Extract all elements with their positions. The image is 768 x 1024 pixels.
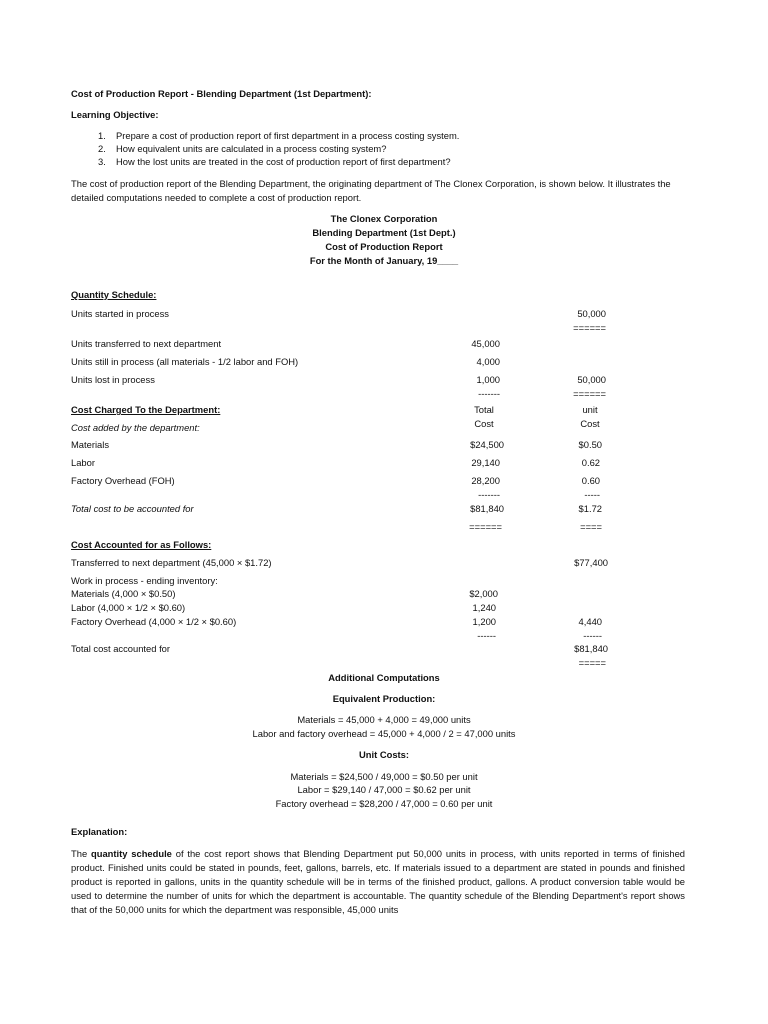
wip-foh-label: Factory Overhead (4,000 × 1/2 × $0.60)	[71, 616, 237, 627]
equiv-materials-formula: Materials = 45,000 + 4,000 = 49,000 units	[297, 714, 471, 725]
unit-costs-title: Unit Costs:	[359, 749, 409, 760]
materials-unit-cost: $0.50	[578, 439, 602, 450]
wip-label: Work in process - ending inventory:	[71, 575, 218, 586]
labor-label: Labor	[71, 457, 95, 468]
objective-text: Prepare a cost of production report of first department in a process costing system.	[116, 130, 460, 141]
additional-title: Additional Computations	[328, 672, 440, 683]
wip-materials-value: $2,000	[469, 588, 498, 599]
intro-paragraph: The cost of production report of the Blending Department, the originating department of The Clonex Corporation, is shown below. It illustrates the detailed computations needed to complete a cost of production report.	[71, 178, 671, 203]
double-rule: ======	[573, 388, 606, 399]
department-name: Blending Department (1st Dept.)	[312, 227, 456, 238]
units-started-total: 50,000	[577, 308, 606, 319]
wip-labor-label: Labor (4,000 × 1/2 × $0.60)	[71, 602, 186, 613]
equivalent-production-title: Equivalent Production:	[332, 693, 436, 704]
wip-foh-value: 1,200	[472, 616, 496, 627]
col-header-unit: unit	[582, 404, 598, 415]
learning-objective-label: Learning Objective:	[71, 109, 159, 120]
objective-number: 1.	[98, 130, 106, 141]
objective-number: 3.	[98, 156, 106, 167]
col-header-total-cost: Cost	[474, 418, 494, 429]
cost-charged-title: Cost Charged To the Department:	[71, 404, 221, 415]
total-to-account-label: Total cost to be accounted for	[71, 503, 194, 514]
foh-label: Factory Overhead (FOH)	[71, 475, 175, 486]
objective-text: How the lost units are treated in the cost of production report of first department?	[116, 156, 451, 167]
wip-total-value: 4,440	[578, 616, 602, 627]
units-started-label: Units started in process	[71, 308, 169, 319]
cost-added-label: Cost added by the department:	[71, 422, 200, 433]
company-name: The Clonex Corporation	[330, 213, 438, 224]
double-rule: ====	[580, 521, 602, 532]
objective-text: How equivalent units are calculated in a process costing system?	[116, 143, 387, 154]
grand-unit-cost: $1.72	[578, 503, 602, 514]
col-header-total: Total	[474, 404, 494, 415]
unit-labor-formula: Labor = $29,140 / 47,000 = $0.62 per unit	[297, 784, 471, 795]
units-transferred-label: Units transferred to next department	[71, 338, 222, 349]
transferred-value: $77,400	[574, 557, 608, 568]
explanation-paragraph	[71, 847, 685, 917]
grand-total-cost: $81,840	[470, 503, 504, 514]
materials-label: Materials	[71, 439, 110, 450]
explanation-lead: The	[71, 848, 91, 859]
total-accounted-value: $81,840	[574, 643, 608, 654]
foh-unit-cost: 0.60	[581, 475, 600, 486]
double-rule: ======	[573, 322, 606, 333]
total-accounted-label: Total cost accounted for	[71, 643, 171, 654]
document-heading: Cost of Production Report - Blending Department (1st Department):	[71, 88, 372, 99]
labor-unit-cost: 0.62	[581, 457, 600, 468]
labor-total-cost: 29,140	[471, 457, 500, 468]
units-in-process-value: 4,000	[476, 356, 500, 367]
single-rule: -------	[478, 489, 500, 500]
units-lost-value: 1,000	[476, 374, 500, 385]
single-rule: -------	[478, 388, 500, 399]
materials-total-cost: $24,500	[470, 439, 504, 450]
objective-number: 2.	[98, 143, 106, 154]
col-header-unit-cost: Cost	[580, 418, 600, 429]
quantity-schedule-title: Quantity Schedule:	[71, 289, 157, 300]
units-in-process-label: Units still in process (all materials - 1/2 labor and FOH)	[71, 356, 299, 367]
single-rule: ------	[477, 630, 496, 641]
report-title: Cost of Production Report	[325, 241, 443, 252]
transferred-label: Transferred to next department (45,000 × $1.72)	[71, 557, 272, 568]
quantity-schedule-term: quantity schedule	[90, 848, 172, 859]
explanation-label: Explanation:	[71, 826, 128, 837]
single-rule: -----	[584, 489, 600, 500]
wip-materials-label: Materials (4,000 × $0.50)	[71, 588, 176, 599]
units-lost-label: Units lost in process	[71, 374, 155, 385]
report-period: For the Month of January, 19____	[309, 255, 459, 266]
explanation-body: of the cost report shows that Blending Department put 50,000 units in process, with units reported in terms of finished product. Finished units could be stated in pounds, feet, gallons, barrels, etc. If materials issued to a department are stated in pounds and finished product is reported in gallons, units in the quantity schedule will be in terms of the finished product, gallons. A product conversion table would be used to determine the number of units for which the department is accountable. The quantity schedule of the Blending Department's report shows that of the 50,000 units for which the department was responsible, 45,000 units	[71, 848, 686, 915]
equiv-labor-formula: Labor and factory overhead = 45,000 + 4,000 / 2 = 47,000 units	[252, 728, 516, 739]
units-total: 50,000	[577, 374, 606, 385]
single-rule: ------	[583, 630, 602, 641]
units-transferred-value: 45,000	[471, 338, 500, 349]
unit-foh-formula: Factory overhead = $28,200 / 47,000 = 0.60 per unit	[275, 798, 493, 809]
foh-total-cost: 28,200	[471, 475, 500, 486]
double-rule: ======	[469, 521, 502, 532]
cost-accounted-title: Cost Accounted for as Follows:	[71, 539, 212, 550]
wip-labor-value: 1,240	[472, 602, 496, 613]
double-rule: =====	[578, 657, 606, 668]
unit-materials-formula: Materials = $24,500 / 49,000 = $0.50 per unit	[290, 771, 478, 782]
